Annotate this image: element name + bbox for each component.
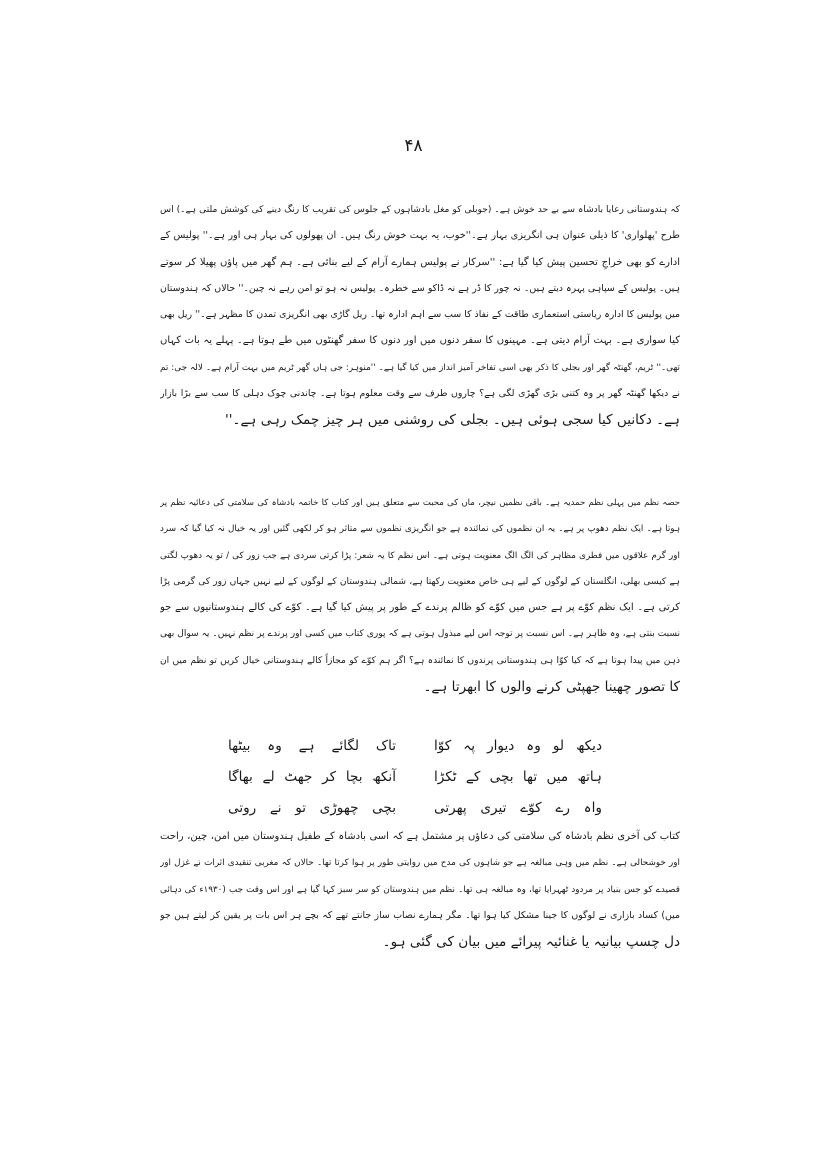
poem-verse: ہاتھ میں تھا بچی کے ٹکڑا <box>434 769 602 785</box>
text-line: ہوتا ہے۔ ایک نظم دھوپ پر ہے۔ یہ ان نظموں کی نمائندہ ہے جو انگریزی نظموں سے متاثر ہو کر لکھی گئیں اور یہ خیال نہ کیا گیا کہ سرد <box>160 524 680 535</box>
text-line: حصہ نظم میں پہلی نظم حمدیہ ہے۔ باقی نظمیں نیچر، ماں کی محبت سے متعلق ہیں اور کتاب کا خاتمہ بادشاہ کی سلامتی کی دعائیہ نظم پر <box>160 498 680 508</box>
text-line: میں) کساد بازاری نے لوگوں کا جینا مشکل کیا ہوا تھا۔ مگر ہمارے نصاب ساز جانتے تھے کہ بچے ہر اس بات پر یقین کر لیتے ہیں جو <box>160 909 680 921</box>
text-line: تھی۔'' ٹریم، گھنٹہ گھر اور بجلی کا ذکر بھی اسی تفاخر آمیز انداز میں کیا گیا ہے۔ ''منوہر: جی ہاں گھر ٹریم میں بہت آرام ہے۔ لالہ جی: تم <box>160 362 680 373</box>
text-line: اور خوشحالی ہے۔ نظم میں وہی مبالغہ ہے جو شاہوں کی مدح میں روایتی طور پر ہوا کرتا تھا۔ حالاں کہ مغربی تنقیدی اثرات نے غزل اور <box>160 858 680 869</box>
poem-couplet <box>228 793 602 824</box>
text-line: کتاب کی آخری نظم بادشاہ کی سلامتی کی دعاؤں پر مشتمل ہے کہ اسی بادشاہ کے طفیل ہندوستان میں امن، چین، راحت <box>160 831 680 842</box>
poem-verse: دیکھ لو وہ دیوار پہ کوّا <box>434 738 602 754</box>
text-line: کیا سواری ہے۔ بہت آرام دیتی ہے۔ مہینوں کا سفر دنوں میں اور دنوں کا سفر گھنٹوں میں طے ہوتا ہے۔ پہلے یہ بات کہاں <box>160 335 680 347</box>
poem-verse: آنکھ بچا کر جھٹ لے بھاگا <box>228 769 396 785</box>
text-line: قصیدے کو جس بنیاد پر مردود ٹھہرایا تھا، وہ مبالغہ ہی تھا۔ نظم میں ہندوستان کو سر سبز کہا گیا ہے اور اس وقت جب (۱۹۳۰ء کی دہائی <box>160 884 680 895</box>
text-line: ادارے کو بھی خراجِ تحسین پیش کیا گیا ہے: ''سرکار نے پولیس ہمارے آرام کے لیے بنائی ہے۔ ہم گھر میں پاؤں پھیلا کر سوتے <box>160 256 680 268</box>
text-line: کہ ہندوستانی رعایا بادشاہ سے بے حد خوش ہے۔ (جوبلی کو مغل بادشاہوں کے جلوس کی تقریب کا رنگ دینے کی کوشش ملتی ہے۔) اس <box>160 205 680 215</box>
text-line: نسبت بنتی ہے، وہ ظاہر ہے۔ اس نسبت پر توجہ اس لیے مبذول ہوتی ہے کہ پوری کتاب میں کسی اور پرندے پر نظم نہیں۔ یہ سوال بھی <box>160 629 680 640</box>
poem-couplet <box>228 731 602 762</box>
text-line: ہے کیسی بھلی، انگلستان کے لوگوں کے لیے ہی خاص معنویت رکھتا ہے، شمالی ہندوستان کے لوگوں کے لیے نہیں جہاں زور کی گرمی پڑا <box>160 576 680 587</box>
text-line: ہیں۔ پولیس کے سپاہی پہرہ دیتے ہیں۔ نہ چور کا ڈر ہے نہ ڈاکو سے خطرہ۔ پولیس نہ ہو تو امن رہے نہ چین۔'' حالاں کہ ہندوستان <box>160 282 680 294</box>
text-line: اور گرم علاقوں میں فطری مظاہر کی الگ الگ معنویت ہوتی ہے۔ اس نظم کا یہ شعر: پڑا کرتی سردی ہے جب زور کی / تو یہ دھوپ لگتی <box>160 550 680 561</box>
poem-couplet <box>228 762 602 793</box>
text-line: ہے۔ دکانیں کیا سجی ہوئی ہیں۔ بجلی کی روشنی میں ہر چیز چمک رہی ہے۔'' <box>225 412 680 429</box>
poem-verse: تاک لگائے ہے وہ بیٹھا <box>228 738 396 754</box>
paragraph-1 <box>160 197 680 434</box>
poem-verse: واہ رے کوّے تیری پھرتی <box>434 800 602 816</box>
poem <box>228 731 602 824</box>
text-line: دل چسپ بیانیہ یا غنائیہ پیرائے میں بیان کی گئی ہو۔ <box>382 934 680 951</box>
text-line: کا تصور چھینا جھپٹی کرنے والوں کا ابھرتا ہے۔ <box>423 679 680 696</box>
paragraph-3 <box>160 824 680 955</box>
text-line: میں پولیس کا ادارہ ریاستی استعماری طاقت کے نفاذ کا سب سے اہم ادارہ تھا۔ ریل گاڑی بھی انگریزی تمدن کا مظہر ہے۔'' ریل بھی <box>160 309 680 321</box>
poem-verse: بچی چھوڑی تو نے روتی <box>228 800 396 816</box>
page-number: ۴۸ <box>404 136 423 156</box>
text-line: ذہن میں پیدا ہوتا ہے کہ کیا کوّا ہی ہندوستانی پرندوں کا نمائندہ ہے؟ اگر ہم کوّے کو مجازاً کالے ہندوستانی خیال کریں تو نظم میں ان <box>160 655 680 666</box>
text-line: نے دیکھا گھنٹہ گھر پر وہ کتنی بڑی گھڑی لگی ہے؟ چاروں طرف سے وقت معلوم ہوتا ہے۔ چاندنی چوک دہلی کا سب سے بڑا بازار <box>160 388 680 400</box>
paragraph-2 <box>160 490 680 700</box>
text-line: کرتی ہے۔ ایک نظم کوّے پر ہے جس میں کوّے کو ظالم پرندے کے طور پر پیش کیا گیا ہے۔ کوّے کی کالے ہندوستانیوں سے جو <box>160 602 680 614</box>
text-line: طرح 'پھلواری' کا ذیلی عنوان ہی انگریزی بہار ہے۔''خوب، یہ بہت خوش رنگ ہیں۔ ان پھولوں کی بہار ہی اور ہے۔'' پولیس کے <box>160 230 680 242</box>
